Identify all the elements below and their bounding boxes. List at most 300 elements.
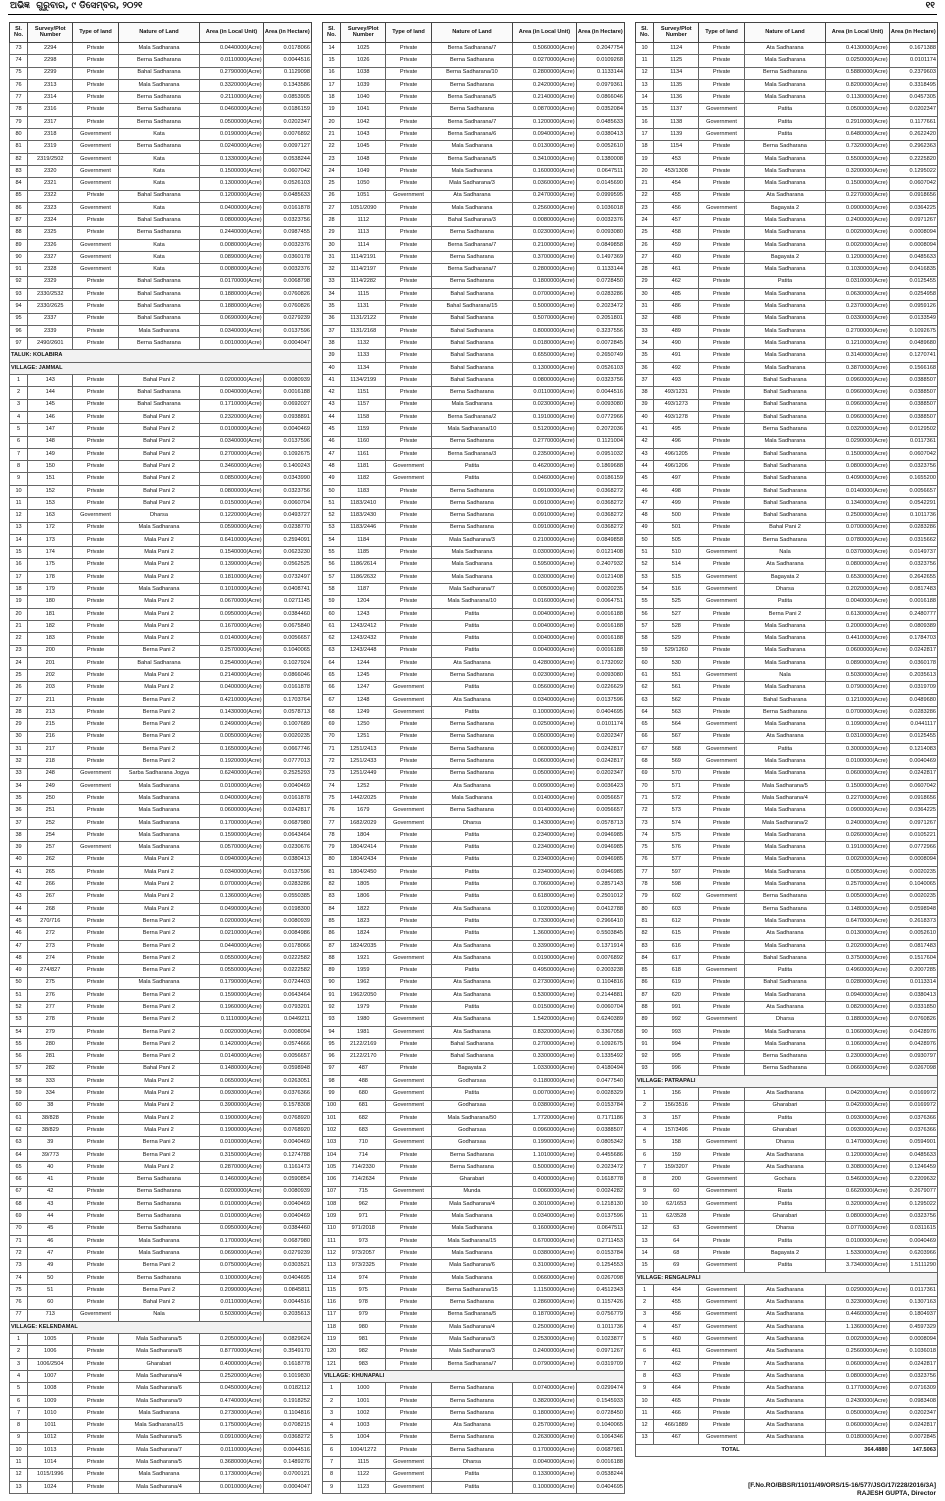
table-row (10, 129, 312, 141)
table-cell: 0.0080000(Acre) (200, 264, 263, 276)
table-cell: 0.0918656 (889, 190, 937, 202)
table-cell: Private (386, 1260, 431, 1272)
table-cell: 0.0820000(Acre) (826, 1002, 889, 1014)
table-cell: 0.0607042 (889, 178, 937, 190)
table-cell: Private (386, 620, 431, 632)
table-cell: 0.0485633 (889, 252, 937, 264)
table-cell: 0.1092675 (889, 325, 937, 337)
column-header: Type of land (386, 23, 431, 43)
table-cell: 10 (636, 1395, 654, 1407)
table-cell: Berna Sadharana/7 (431, 1358, 513, 1370)
table-row (10, 633, 312, 645)
table-cell: 0.2350000(Acre) (513, 448, 576, 460)
table-cell: 147 (28, 424, 73, 436)
table-cell: 50 (323, 485, 341, 497)
table-cell: Mala Sadharana (431, 547, 513, 559)
table-cell: Private (73, 817, 118, 829)
table-cell: Kata (118, 264, 200, 276)
table-row (636, 805, 938, 817)
table-cell: 30 (636, 288, 654, 300)
table-cell: 58 (636, 633, 654, 645)
table-cell: 572 (654, 793, 699, 805)
table-cell: Rasta (744, 1186, 826, 1198)
table-cell: 0.0493727 (263, 510, 311, 522)
table-cell: 118 (323, 1321, 341, 1333)
table-cell: 0.0404695 (263, 1272, 311, 1284)
table-cell: 715 (341, 1186, 386, 1198)
table-cell: 70 (10, 1223, 28, 1235)
table-cell: 85 (323, 916, 341, 928)
table-cell: Private (73, 1137, 118, 1149)
table-cell: 56 (636, 608, 654, 620)
table-cell: Dharsa (744, 1223, 826, 1235)
table-row (323, 165, 625, 177)
table-cell: Ata Sadharana (744, 1383, 826, 1395)
table-cell: 0.0866046 (263, 670, 311, 682)
table-cell: 73 (323, 768, 341, 780)
table-cell: 0.0161878 (263, 793, 311, 805)
table-cell: Mala Sadharana (118, 805, 200, 817)
table-cell: 615 (654, 928, 699, 940)
table-cell: 0.0457305 (889, 92, 937, 104)
table-cell: 0.1910000(Acre) (826, 842, 889, 854)
table-cell: 0.0076892 (576, 952, 624, 964)
table-cell: 0.2790000(Acre) (200, 67, 263, 79)
table-cell: 1158 (341, 411, 386, 423)
table-cell: 98 (323, 1075, 341, 1087)
table-cell: 14 (323, 43, 341, 55)
table-cell: 0.5070000(Acre) (513, 313, 576, 325)
table-row (10, 571, 312, 583)
table-cell: Private (73, 965, 118, 977)
table-cell: 92 (636, 1051, 654, 1063)
table-cell: 0.1655200 (889, 473, 937, 485)
table-cell: Bahal Sadharana (431, 313, 513, 325)
table-cell: Mala Sadharana (744, 178, 826, 190)
table-cell: 0.0560000(Acre) (513, 682, 576, 694)
table-row (636, 731, 938, 743)
table-cell: Private (73, 977, 118, 989)
table-cell: 0.4280000(Acre) (513, 657, 576, 669)
table-row (636, 1162, 938, 1174)
table-cell: 0.0368272 (263, 1432, 311, 1444)
table-cell: 0.2800000(Acre) (513, 67, 576, 79)
table-cell: 0.0040000(Acre) (513, 645, 576, 657)
table-cell: 0.3700000(Acre) (513, 252, 576, 264)
table-cell: 496/1205 (654, 448, 699, 460)
table-cell: 87 (323, 940, 341, 952)
table-cell: 0.0870000(Acre) (513, 104, 576, 116)
table-cell: 11 (636, 55, 654, 67)
table-cell: Private (699, 325, 744, 337)
table-row (10, 497, 312, 509)
table-cell: 78 (323, 830, 341, 842)
table-cell: Private (73, 866, 118, 878)
table-cell: Private (386, 891, 431, 903)
table-cell: 0.5030000(Acre) (200, 1309, 263, 1321)
table-cell: 1959 (341, 965, 386, 977)
table-cell: 0.0768920 (263, 1112, 311, 1124)
table-row (636, 903, 938, 915)
table-cell: 0.0756779 (576, 1309, 624, 1321)
table-cell: 1161 (341, 448, 386, 460)
table-cell: Mala Sadharana (744, 301, 826, 313)
table-cell: Private (386, 830, 431, 842)
table-cell: 602 (654, 891, 699, 903)
table-cell: Berna Sadharana (431, 79, 513, 91)
page-number: ୧୧ (925, 1, 935, 11)
table-row (636, 916, 938, 928)
table-cell: 0.1218130 (576, 1198, 624, 1210)
table-row (323, 1284, 625, 1296)
table-row (636, 92, 938, 104)
table-cell: 20 (323, 116, 341, 128)
table-cell: 1005 (28, 1334, 73, 1346)
table-cell: Private (386, 1198, 431, 1210)
table-cell: Private (699, 952, 744, 964)
table-cell: Private (386, 55, 431, 67)
table-cell: 2339 (28, 325, 73, 337)
table-cell: 2313 (28, 79, 73, 91)
table-cell: Private (73, 227, 118, 239)
table-row (10, 547, 312, 559)
table-cell: Private (699, 461, 744, 473)
table-row (323, 202, 625, 214)
table-row (636, 719, 938, 731)
table-row (10, 534, 312, 546)
table-cell: 0.2679077 (889, 1186, 937, 1198)
table-row (636, 1371, 938, 1383)
table-cell: 571 (654, 780, 699, 792)
table-cell: Bahal Sadharana (118, 215, 200, 227)
table-row (10, 1371, 312, 1383)
table-cell: Bahal Sadharana (744, 473, 826, 485)
table-cell: Bahal Sadharana (118, 276, 200, 288)
table-row (323, 1309, 625, 1321)
table-cell: 1962 (341, 977, 386, 989)
table-cell: Mala Sadharana (118, 830, 200, 842)
table-row (323, 571, 625, 583)
table-cell: 58 (10, 1075, 28, 1087)
table-cell: 27 (323, 202, 341, 214)
table-row (10, 842, 312, 854)
table-cell: 42 (636, 436, 654, 448)
table-row (636, 497, 938, 509)
table-cell: 64 (654, 1235, 699, 1247)
table-cell: 1682/2029 (341, 817, 386, 829)
table-cell: 23 (323, 153, 341, 165)
table-row (10, 682, 312, 694)
table-cell: 488 (654, 313, 699, 325)
table-cell: Mala Sadharana (431, 165, 513, 177)
table-cell: 569 (654, 756, 699, 768)
table-cell: Private (386, 1223, 431, 1235)
table-cell: Dharsa (744, 584, 826, 596)
table-row (323, 301, 625, 313)
table-cell: Private (73, 596, 118, 608)
table-row (636, 485, 938, 497)
table-row (10, 165, 312, 177)
table-cell: 561 (654, 682, 699, 694)
table-cell: Private (699, 497, 744, 509)
table-cell: Private (73, 633, 118, 645)
table-cell: 55 (636, 596, 654, 608)
table-cell: 52 (10, 1002, 28, 1014)
table-row (323, 1407, 625, 1419)
table-cell: 0.0222582 (263, 952, 311, 964)
table-cell: 0.0040469 (263, 1198, 311, 1210)
table-cell: Ata Sadharana (744, 1309, 826, 1321)
table-cell: 77 (10, 1309, 28, 1321)
table-cell: Mala Pani 2 (118, 1100, 200, 1112)
table-row (323, 682, 625, 694)
table-row (636, 559, 938, 571)
table-row (323, 252, 625, 264)
table-row (636, 1223, 938, 1235)
table-cell: 65 (10, 1162, 28, 1174)
table-cell: Private (386, 584, 431, 596)
table-cell: Private (386, 252, 431, 264)
table-cell: 0.2270000(Acre) (826, 190, 889, 202)
table-cell: 458 (654, 227, 699, 239)
table-cell: 0.1670000(Acre) (200, 620, 263, 632)
table-cell: 0.1040065 (576, 1420, 624, 1432)
table-cell: 1183 (341, 485, 386, 497)
table-cell: 0.0150000(Acre) (513, 1002, 576, 1014)
table-row (636, 768, 938, 780)
table-cell: 0.1618778 (576, 1174, 624, 1186)
table-cell: Dharsa (744, 1014, 826, 1026)
table-cell: 1243/2412 (341, 620, 386, 632)
table-cell: 1.0330000(Acre) (513, 1063, 576, 1075)
table-cell: Private (699, 977, 744, 989)
table-cell: 2298 (28, 55, 73, 67)
table-cell: 55 (323, 547, 341, 559)
table-row (323, 1469, 625, 1481)
table-cell: 0.0202347 (576, 768, 624, 780)
table-row (636, 1297, 938, 1309)
table-cell: Private (699, 1002, 744, 1014)
table-cell: Private (699, 608, 744, 620)
table-cell: 0.1110000(Acre) (200, 1014, 263, 1026)
table-cell: 454 (654, 1284, 699, 1296)
table-cell: 2326 (28, 239, 73, 251)
table-cell: 0.0125455 (889, 731, 937, 743)
table-cell: 501 (654, 522, 699, 534)
table-cell: 0.7330000(Acre) (513, 916, 576, 928)
table-row (323, 1321, 625, 1333)
table-cell: 1157 (341, 399, 386, 411)
table-cell: Mala Pani 2 (118, 1088, 200, 1100)
table-cell: Bahal Sadharana (118, 288, 200, 300)
table-cell: 574 (654, 817, 699, 829)
table-cell: Mala Sadharana (744, 436, 826, 448)
table-cell: 75 (10, 1284, 28, 1296)
table-cell: Private (386, 928, 431, 940)
table-cell: 0.0161878 (263, 682, 311, 694)
table-cell: Private (73, 682, 118, 694)
table-cell: 0.0064751 (576, 596, 624, 608)
table-row (636, 510, 938, 522)
table-row (10, 608, 312, 620)
table-cell: Government (386, 1026, 431, 1038)
table-row (323, 854, 625, 866)
table-cell: 0.6550000(Acre) (513, 350, 576, 362)
table-cell: 117 (323, 1309, 341, 1321)
table-cell: 69 (10, 1211, 28, 1223)
table-cell: Patita (431, 608, 513, 620)
table-cell: 80 (636, 903, 654, 915)
table-cell: 148 (28, 436, 73, 448)
table-cell: Berna Sadharana (744, 1051, 826, 1063)
table-row (323, 952, 625, 964)
table-cell: 1134 (341, 362, 386, 374)
table-cell: 0.0200000(Acre) (200, 375, 263, 387)
table-cell: 0.0388507 (889, 399, 937, 411)
table-cell: 0.0416835 (889, 264, 937, 276)
table-cell: Private (386, 1297, 431, 1309)
table-row (636, 1358, 938, 1370)
table-cell: Government (699, 756, 744, 768)
table-cell: 528 (654, 620, 699, 632)
table-cell: Private (73, 43, 118, 55)
table-cell: Private (73, 1469, 118, 1481)
table-cell: 0.0800000(Acre) (826, 559, 889, 571)
table-row (323, 1100, 625, 1112)
table-cell: Ata Sadharana (744, 559, 826, 571)
table-cell: Ata Sadharana (431, 989, 513, 1001)
table-cell: 0.1274788 (263, 1149, 311, 1161)
table-cell: 49 (636, 522, 654, 534)
table-cell: 19 (10, 596, 28, 608)
table-cell: Patita (431, 682, 513, 694)
table-cell: 0.0388507 (576, 1125, 624, 1137)
table-row (323, 1235, 625, 1247)
table-cell: 0.0303521 (263, 1260, 311, 1272)
table-cell: Patita (431, 473, 513, 485)
table-cell: 0.1700000(Acre) (200, 817, 263, 829)
table-row (10, 793, 312, 805)
table-cell: Berna Sadharana (118, 1223, 200, 1235)
table-cell: 0.8200000(Acre) (826, 79, 889, 91)
table-cell: Ata Sadharana (744, 928, 826, 940)
table-cell: 66 (10, 1174, 28, 1186)
table-cell: 0.2711453 (576, 1235, 624, 1247)
table-cell: Berna Sadharana (431, 1444, 513, 1456)
table-cell: 0.0971267 (889, 215, 937, 227)
table-cell: Bahal Pani 2 (118, 473, 200, 485)
table-cell: Private (73, 805, 118, 817)
table-cell: 0.0890000(Acre) (826, 657, 889, 669)
table-cell: 0.0242817 (889, 1358, 937, 1370)
table-cell: 0.0590000(Acre) (200, 522, 263, 534)
table-row (323, 116, 625, 128)
table-cell: 2314 (28, 92, 73, 104)
table-cell: 19 (636, 153, 654, 165)
table-cell: 33 (636, 325, 654, 337)
table-cell: 0.0950000(Acre) (200, 608, 263, 620)
table-cell: 0.0283286 (576, 288, 624, 300)
table-row (10, 1383, 312, 1395)
table-cell: 1244 (341, 657, 386, 669)
table-cell: 0.0946985 (576, 854, 624, 866)
table-cell: 2299 (28, 67, 73, 79)
table-cell: 0.1030000(Acre) (826, 264, 889, 276)
section-heading: TALUK: KOLABIRA (10, 350, 312, 362)
table-cell: 460 (654, 1334, 699, 1346)
table-cell: 29 (636, 276, 654, 288)
table-cell: 618 (654, 965, 699, 977)
table-cell: Private (699, 1235, 744, 1247)
table-cell: 1.1360000(Acre) (826, 1321, 889, 1333)
table-cell: Kata (118, 178, 200, 190)
table-cell: Nala (744, 670, 826, 682)
table-cell: 0.1880000(Acre) (200, 288, 263, 300)
table-cell: 0.1036018 (576, 202, 624, 214)
table-cell: 35 (636, 350, 654, 362)
table-cell: 992 (654, 1014, 699, 1026)
table-cell: 28 (10, 707, 28, 719)
table-cell: 0.1800000(Acre) (513, 276, 576, 288)
table-cell: 0.2618373 (889, 916, 937, 928)
table-cell: 493/1278 (654, 411, 699, 423)
table-cell: Private (386, 79, 431, 91)
table-header-row (10, 23, 312, 43)
table-cell: 1.1010000(Acre) (513, 1149, 576, 1161)
table-cell: 68 (10, 1198, 28, 1210)
table-cell: 487 (341, 1063, 386, 1075)
table-cell: 1805 (341, 879, 386, 891)
table-cell: Ata Sadharana (744, 1002, 826, 1014)
table-cell: 13 (636, 1235, 654, 1247)
table-cell: Private (386, 1063, 431, 1075)
table-row (636, 313, 938, 325)
table-cell: 32 (323, 264, 341, 276)
table-cell: Private (73, 1444, 118, 1456)
table-cell: 105 (323, 1162, 341, 1174)
column-header: Type of land (73, 23, 118, 43)
table-cell: Bahal Sadharana (431, 338, 513, 350)
table-cell: 0.0040469 (889, 1235, 937, 1247)
table-cell: 0.3680000(Acre) (200, 1457, 263, 1469)
table-row (323, 977, 625, 989)
table-cell: Private (386, 387, 431, 399)
table-cell: 0.0971267 (576, 1346, 624, 1358)
table-cell: 2322 (28, 190, 73, 202)
table-cell: Dharsa (431, 1457, 513, 1469)
table-cell: Private (386, 338, 431, 350)
table-row (10, 1407, 312, 1419)
table-cell: Government (699, 1346, 744, 1358)
table-row (10, 1112, 312, 1124)
table-row (10, 141, 312, 153)
table-cell: Ata Sadharana (744, 190, 826, 202)
table-cell: 0.0380413 (889, 989, 937, 1001)
table-cell: 0.0040000(Acre) (826, 596, 889, 608)
table-cell: 980 (341, 1321, 386, 1333)
table-cell: 1132 (341, 338, 386, 350)
table-row (636, 940, 938, 952)
table-cell: 71 (636, 793, 654, 805)
table-cell: 0.1270741 (889, 350, 937, 362)
table-cell: 9 (636, 1186, 654, 1198)
table-cell: 0.3460000(Acre) (200, 461, 263, 473)
table-cell: 97 (323, 1063, 341, 1075)
table-cell: 0.5000000(Acre) (513, 1162, 576, 1174)
table-cell: 0.1157426 (576, 1297, 624, 1309)
table-cell: 1048 (341, 153, 386, 165)
table-cell: 493/1231 (654, 387, 699, 399)
